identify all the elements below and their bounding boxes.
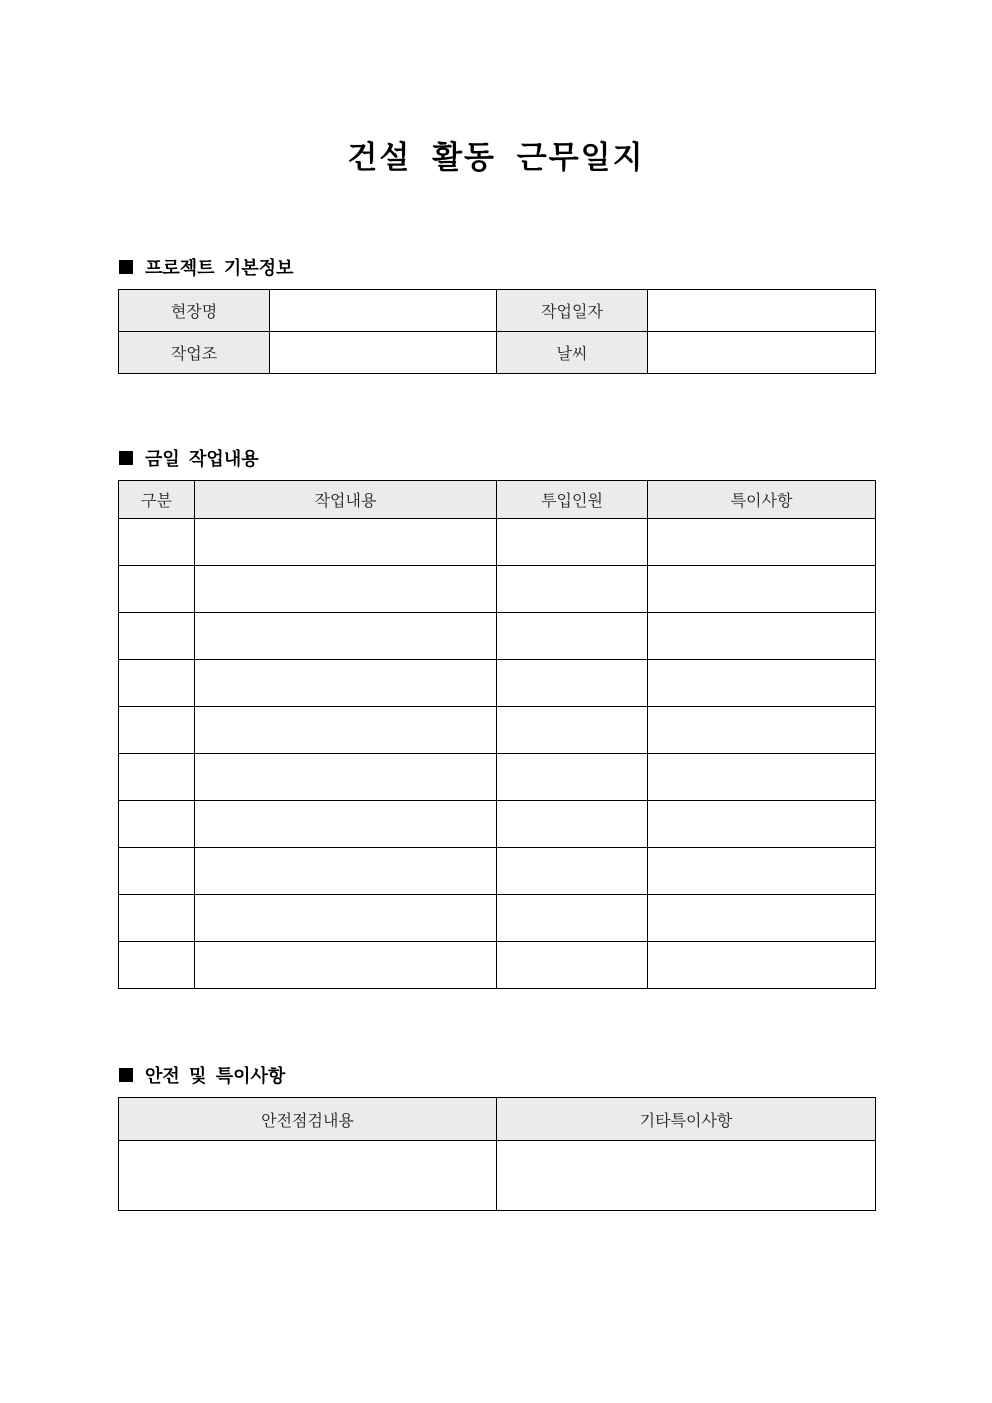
work-date-label: 작업일자 [497, 290, 648, 332]
section-heading-label: 안전 및 특이사항 [145, 1066, 286, 1087]
section-heading-daily-work [119, 445, 259, 471]
work-content-cell[interactable] [195, 942, 497, 989]
personnel-cell[interactable] [497, 754, 648, 801]
other-remarks-field[interactable] [497, 1141, 876, 1211]
table-row [119, 519, 876, 566]
work-content-cell[interactable] [195, 566, 497, 613]
column-header-category: 구분 [119, 481, 195, 519]
table-row [119, 848, 876, 895]
table-row [119, 707, 876, 754]
category-cell[interactable] [119, 707, 195, 754]
remarks-cell[interactable] [648, 707, 876, 754]
remarks-cell[interactable] [648, 566, 876, 613]
column-header-other-remarks: 기타특이사항 [497, 1098, 876, 1141]
work-content-cell[interactable] [195, 801, 497, 848]
category-cell[interactable] [119, 801, 195, 848]
table-row [119, 801, 876, 848]
work-content-cell[interactable] [195, 660, 497, 707]
work-content-cell[interactable] [195, 519, 497, 566]
column-header-personnel: 투입인원 [497, 481, 648, 519]
work-content-cell[interactable] [195, 895, 497, 942]
category-cell[interactable] [119, 566, 195, 613]
document-title: 건설 활동 근무일지 [347, 140, 645, 176]
table-row [119, 332, 876, 374]
table-row [119, 660, 876, 707]
personnel-cell[interactable] [497, 519, 648, 566]
remarks-cell[interactable] [648, 942, 876, 989]
category-cell[interactable] [119, 754, 195, 801]
column-header-work-content: 작업내용 [195, 481, 497, 519]
remarks-cell[interactable] [648, 613, 876, 660]
personnel-cell[interactable] [497, 660, 648, 707]
work-content-cell[interactable] [195, 707, 497, 754]
project-info-table [118, 289, 876, 374]
square-bullet-icon [119, 1068, 133, 1082]
table-row [119, 942, 876, 989]
section-heading-project-info [119, 254, 293, 280]
section-heading-label: 금일 작업내용 [145, 449, 259, 470]
table-row [119, 290, 876, 332]
site-name-label: 현장명 [119, 290, 270, 332]
site-name-field[interactable] [270, 290, 497, 332]
category-cell[interactable] [119, 848, 195, 895]
category-cell[interactable] [119, 895, 195, 942]
work-date-field[interactable] [648, 290, 876, 332]
category-cell[interactable] [119, 519, 195, 566]
remarks-cell[interactable] [648, 801, 876, 848]
personnel-cell[interactable] [497, 942, 648, 989]
weather-field[interactable] [648, 332, 876, 374]
personnel-cell[interactable] [497, 707, 648, 754]
personnel-cell[interactable] [497, 895, 648, 942]
remarks-cell[interactable] [648, 519, 876, 566]
square-bullet-icon [119, 451, 133, 465]
remarks-cell[interactable] [648, 754, 876, 801]
category-cell[interactable] [119, 660, 195, 707]
work-content-cell[interactable] [195, 754, 497, 801]
column-header-remarks: 특이사항 [648, 481, 876, 519]
table-header-row [119, 1098, 876, 1141]
category-cell[interactable] [119, 942, 195, 989]
work-crew-label: 작업조 [119, 332, 270, 374]
table-row [119, 895, 876, 942]
square-bullet-icon [119, 260, 133, 274]
table-row [119, 754, 876, 801]
personnel-cell[interactable] [497, 801, 648, 848]
weather-label: 날씨 [497, 332, 648, 374]
table-row [119, 566, 876, 613]
remarks-cell[interactable] [648, 848, 876, 895]
table-row [119, 613, 876, 660]
table-row [119, 1141, 876, 1211]
daily-work-table [118, 480, 876, 989]
remarks-cell[interactable] [648, 895, 876, 942]
safety-check-field[interactable] [119, 1141, 497, 1211]
remarks-cell[interactable] [648, 660, 876, 707]
table-header-row [119, 481, 876, 519]
section-heading-label: 프로젝트 기본정보 [145, 258, 294, 279]
category-cell[interactable] [119, 613, 195, 660]
work-crew-field[interactable] [270, 332, 497, 374]
work-content-cell[interactable] [195, 848, 497, 895]
safety-table [118, 1097, 876, 1211]
personnel-cell[interactable] [497, 566, 648, 613]
work-content-cell[interactable] [195, 613, 497, 660]
personnel-cell[interactable] [497, 613, 648, 660]
personnel-cell[interactable] [497, 848, 648, 895]
column-header-safety-check: 안전점검내용 [119, 1098, 497, 1141]
section-heading-safety [119, 1062, 285, 1088]
